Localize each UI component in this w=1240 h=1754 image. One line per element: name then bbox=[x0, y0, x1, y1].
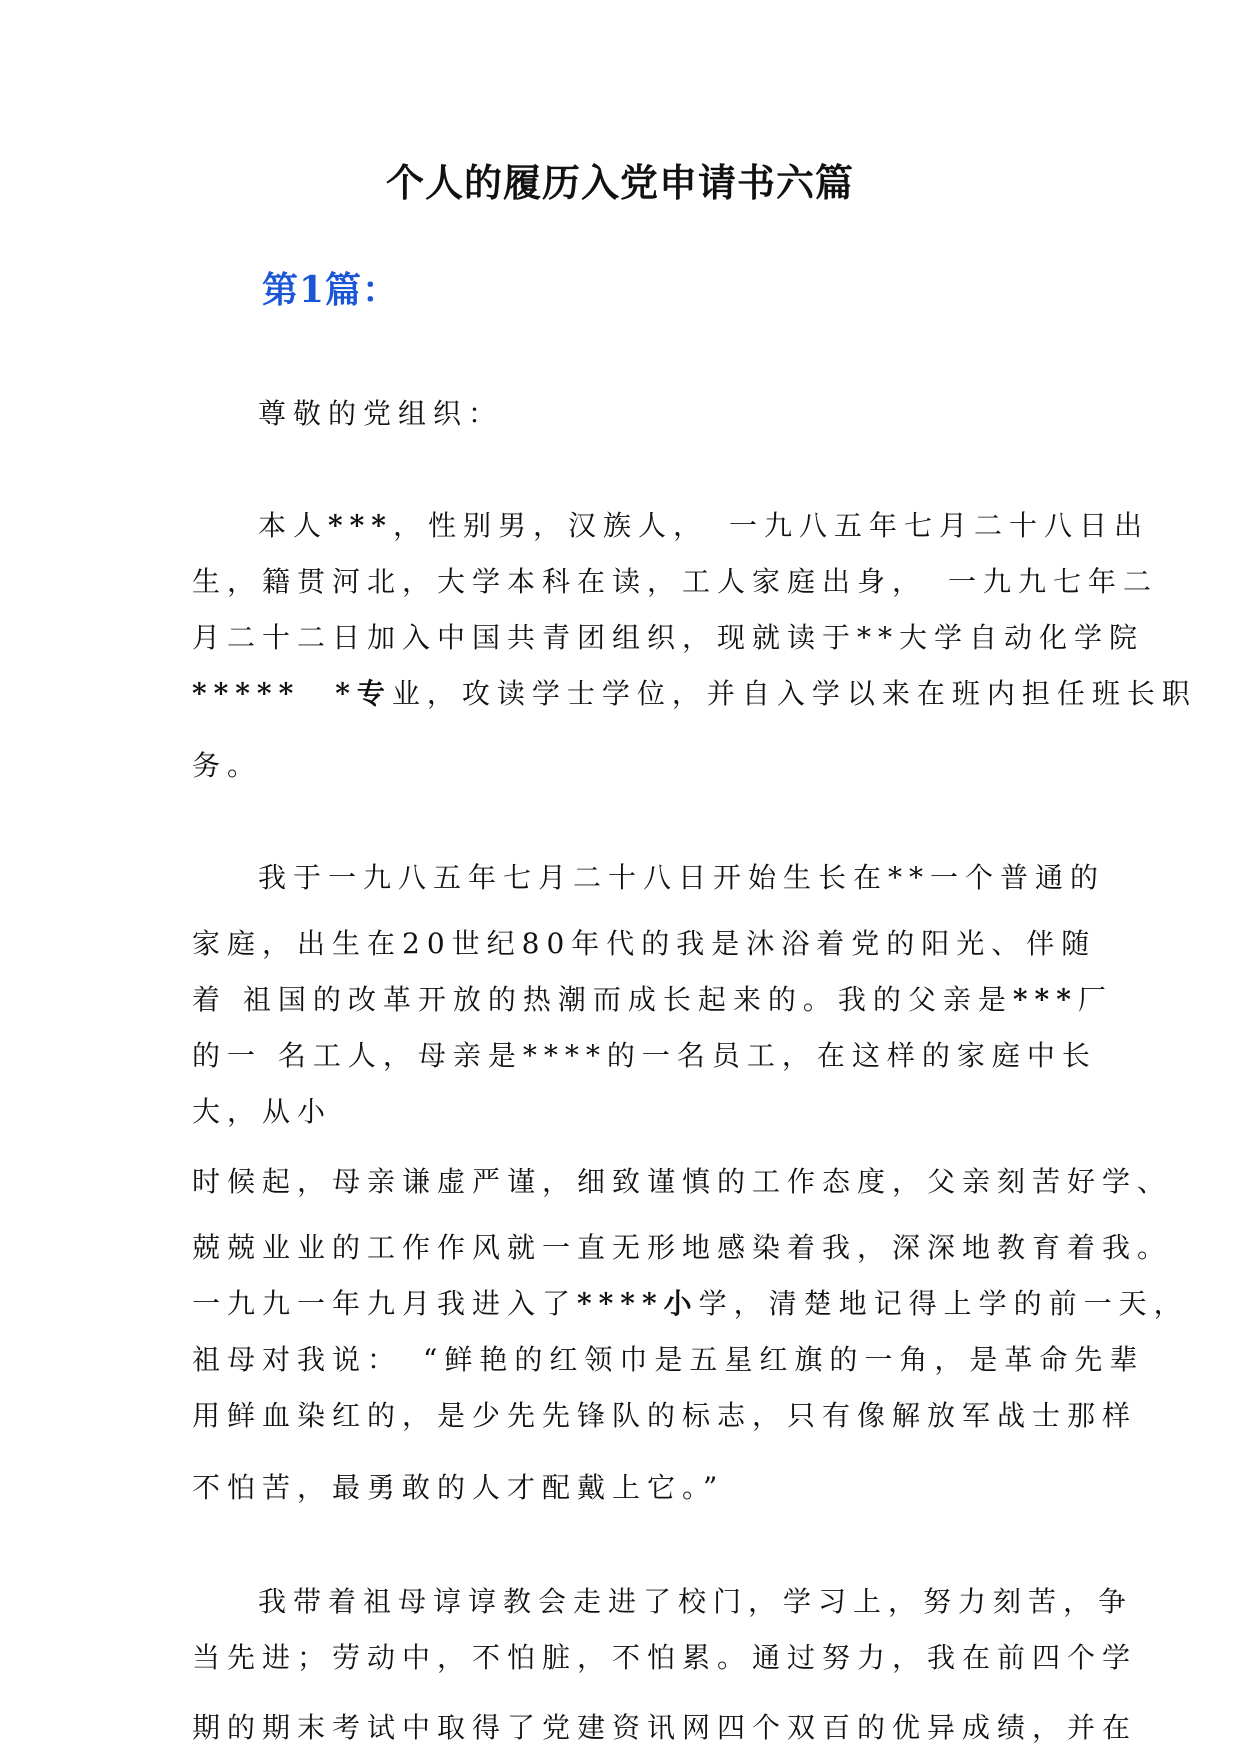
text: ，性别男，汉族人， 一九八五年七月二十八日出 bbox=[392, 509, 1149, 542]
paragraph-3-line-3: 期的期末考试中取得了党建资讯网四个双百的优异成绩，并在 bbox=[192, 1711, 1138, 1744]
paragraph-2-line-2: 家庭，出生在20世纪80年代的我是沐浴着党的阳光、伴随 bbox=[192, 927, 1097, 960]
paragraph-3-line-2: 当先进；劳动中，不怕脏，不怕累。通过努力，我在前四个学 bbox=[192, 1641, 1138, 1674]
paragraph-1-line-2: 生，籍贯河北，大学本科在读，工人家庭出身， 一九九七年二 bbox=[192, 565, 1159, 598]
paragraph-2-line-3 bbox=[192, 978, 1113, 1018]
salutation: 尊敬的党组织： bbox=[258, 397, 504, 430]
paragraph-2-line-9: 祖母对我说： “鲜艳的红领巾是五星红旗的一角，是革命先辈 bbox=[192, 1343, 1145, 1376]
section-heading: 第1篇： bbox=[262, 269, 400, 311]
paragraph-2-line-4: 的一 名工人，母亲是****的一名员工，在这样的家庭中长 bbox=[192, 1039, 1097, 1072]
redacted-major: *专 bbox=[335, 677, 392, 710]
text: 一九九一年九月我进入了 bbox=[192, 1287, 578, 1320]
paragraph-2-line-7: 兢兢业业的工作作风就一直无形地感染着我，深深地教育着我。 bbox=[192, 1231, 1173, 1264]
paragraph-1-line-5: 务。 bbox=[192, 749, 263, 782]
paragraph-2-line-6: 时候起，母亲谦虚严谨，细致谨慎的工作态度，父亲刻苦好学、 bbox=[192, 1165, 1173, 1198]
paragraph-2-line-1: 我于一九八五年七月二十八日开始生长在**一个普通的 bbox=[258, 861, 1106, 894]
paragraph-2-line-5: 大，从小 bbox=[192, 1095, 333, 1128]
redacted-school: ****小 bbox=[577, 1287, 699, 1320]
text: 本人 bbox=[258, 509, 329, 542]
redacted-name: *** bbox=[328, 509, 393, 542]
paragraph-2-line-8 bbox=[192, 1282, 1189, 1322]
text: 厂 bbox=[1077, 983, 1113, 1016]
paragraph-1-line-3: 月二十二日加入中国共青团组织，现就读于**大学自动化学院 bbox=[192, 621, 1145, 654]
paragraph-1-line-4 bbox=[192, 672, 1197, 712]
paragraph-2-line-11: 不怕苦，最勇敢的人才配戴上它。” bbox=[192, 1471, 725, 1504]
redacted-text: *** bbox=[1012, 983, 1078, 1016]
text: 学，清楚地记得上学的前一天， bbox=[698, 1287, 1189, 1320]
redacted-text: ***** bbox=[192, 677, 336, 710]
text: 着 祖国的改革开放的热潮而成长起来的。我的父亲是 bbox=[192, 983, 1013, 1016]
document-title: 个人的履历入党申请书六篇 bbox=[385, 160, 854, 205]
text: 业，攻读学士学位，并自入学以来在班内担任班长职 bbox=[391, 677, 1197, 710]
paragraph-1-line-1 bbox=[258, 504, 1149, 544]
paragraph-2-line-10: 用鲜血染红的，是少先先锋队的标志，只有像解放军战士那样 bbox=[192, 1399, 1138, 1432]
paragraph-3-line-1: 我带着祖母谆谆教会走进了校门，学习上，努力刻苦，争 bbox=[258, 1585, 1134, 1618]
